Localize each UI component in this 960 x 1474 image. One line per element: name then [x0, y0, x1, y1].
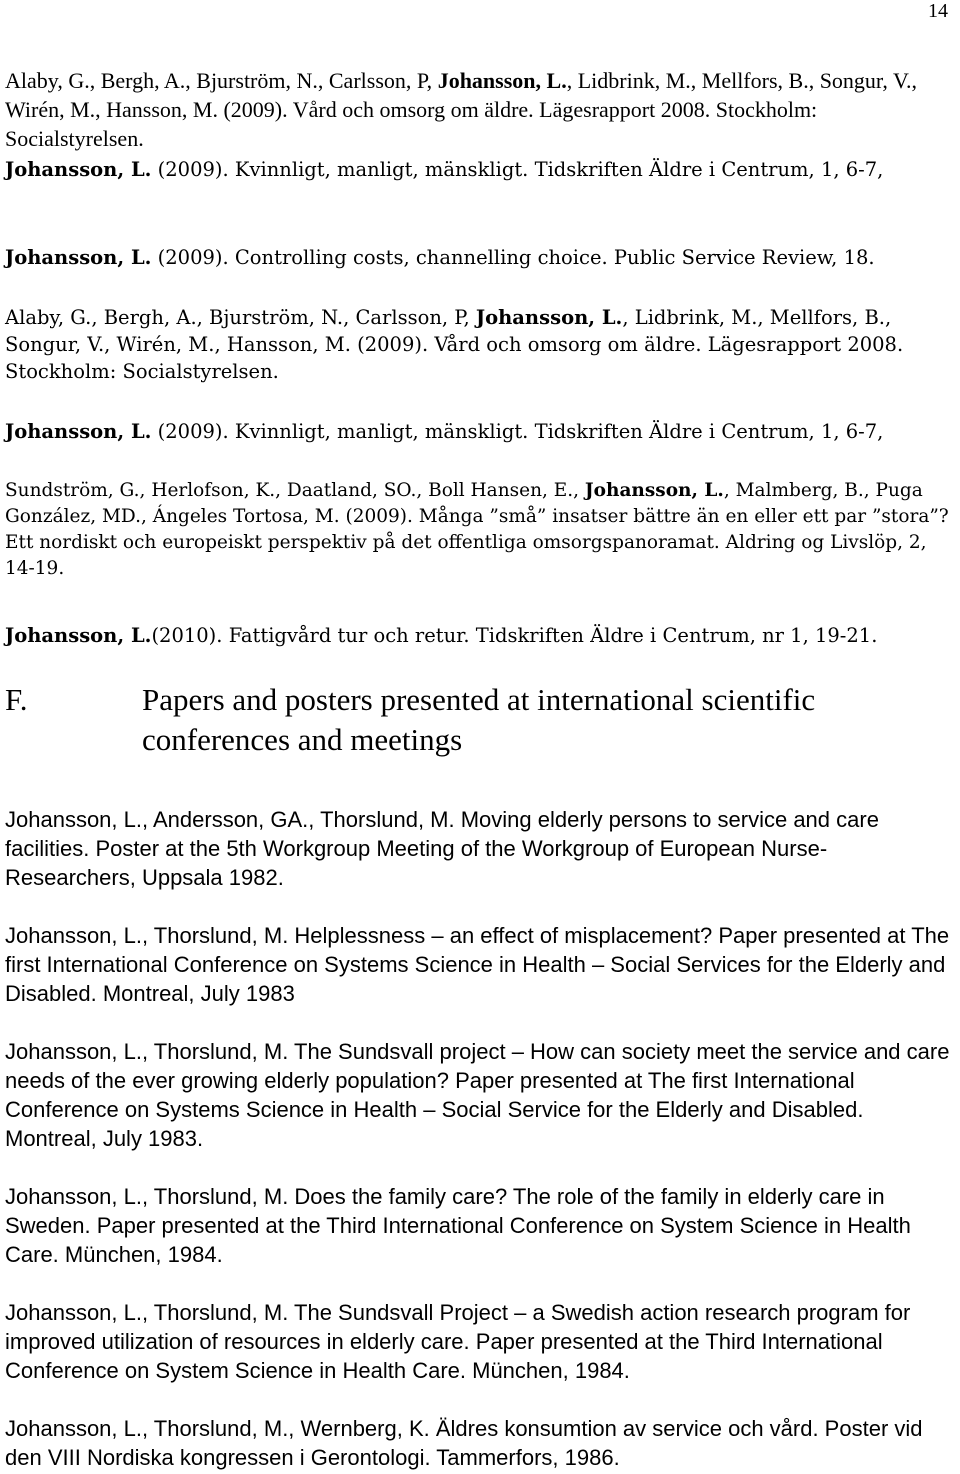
ref-text: Sundström, G., Herlofson, K., Daatland, SO., Boll Hansen, E., — [5, 480, 585, 501]
reference-entry — [5, 478, 955, 582]
ref-author-bold: Johansson, L. — [5, 246, 152, 269]
reference-entry — [5, 304, 955, 385]
ref-author-bold: Johansson, L. — [475, 306, 623, 329]
ref-text: , Malmberg, B., Puga González, MD., Ángeles Tortosa, M. (2009). Många ”små” insatser bättre än en eller ett par ”stora”? Ett nordiskt och europeiskt perspektiv på det offentliga omsorgspanoramat. Aldring og Livslöp, 2, 14-19. — [5, 480, 949, 579]
reference-entry — [5, 622, 955, 649]
reference-entry — [5, 418, 955, 445]
ref-author-bold: Johansson, L. — [437, 68, 567, 93]
paper-entry: Johansson, L., Thorslund, M. Helplessness – an effect of misplacement? Paper presented at The first International Conference on Systems Science in Health – Social Services for the Elderly and Disabled. Montreal, July 1983 — [5, 923, 950, 1006]
paper-entry: Johansson, L., Andersson, GA., Thorslund, M. Moving elderly persons to service and care facilities. Poster at the 5th Workgroup Meeting of the Workgroup of European Nurse-Researchers, Uppsala 1982. — [5, 807, 879, 890]
section-letter: F. — [5, 682, 28, 717]
ref-text: Alaby, G., Bergh, A., Bjurström, N., Carlsson, P, — [5, 306, 476, 329]
paper-entry: Johansson, L., Thorslund, M. The Sundsvall Project – a Swedish action research program for improved utilization of resources in elderly care. Paper presented at the Third International Conference on System Science in Health Care. München, 1984. — [5, 1300, 911, 1383]
paper-entry: Johansson, L., Thorslund, M. The Sundsvall project – How can society meet the service and care needs of the ever growing elderly population? Paper presented at The first International Conference on Systems Science in Health – Social Service for the Elderly and Disabled. Montreal, July 1983. — [5, 1039, 950, 1151]
ref-text: , Lidbrink, M., Mellfors, B., Songur, V., Wirén, M., Hansson, M. (2009). Vård och omsorg om äldre. Lägesrapport 2008. Stockholm: Socialstyrelsen. — [5, 306, 904, 383]
ref-text: , Lidbrink, M., Mellfors, B., Songur, V., Wirén, M., Hansson, M. (2009). Vård och omsorg om äldre. Lägesrapport 2008. Stockholm: Socialstyrelsen. — [5, 68, 918, 151]
ref-author-bold: Johansson, L. — [5, 158, 152, 181]
reference-entry — [5, 66, 955, 153]
page-number: 14 — [928, 0, 948, 22]
paper-entry: Johansson, L., Thorslund, M., Wernberg, K. Äldres konsumtion av service och vård. Poster vid den VIII Nordiska kongressen i Gerontologi. Tammerfors, 1986. — [5, 1416, 923, 1470]
ref-author-bold: Johansson, L. — [5, 624, 152, 647]
section-title: Papers and posters presented at international scientific conferences and meetings — [142, 682, 816, 757]
ref-text: (2009). Controlling costs, channelling choice. Public Service Review, 18. — [151, 246, 875, 269]
ref-author-bold: Johansson, L. — [5, 420, 152, 443]
ref-text: Alaby, G., Bergh, A., Bjurström, N., Carlsson, P, — [5, 68, 438, 93]
paper-entry: Johansson, L., Thorslund, M. Does the family care? The role of the family in elderly care in Sweden. Paper presented at the Third International Conference on System Science in Health Care. München, 1984. — [5, 1184, 911, 1267]
reference-entry — [5, 244, 955, 271]
reference-entry — [5, 156, 955, 183]
ref-text: (2009). Kvinnligt, manligt, mänskligt. Tidskriften Äldre i Centrum, 1, 6-7, — [151, 158, 884, 181]
ref-author-bold: Johansson, L. — [584, 480, 724, 501]
ref-text: (2009). Kvinnligt, manligt, mänskligt. Tidskriften Äldre i Centrum, 1, 6-7, — [151, 420, 884, 443]
ref-text: (2010). Fattigvård tur och retur. Tidskriften Äldre i Centrum, nr 1, 19-21. — [151, 624, 878, 647]
